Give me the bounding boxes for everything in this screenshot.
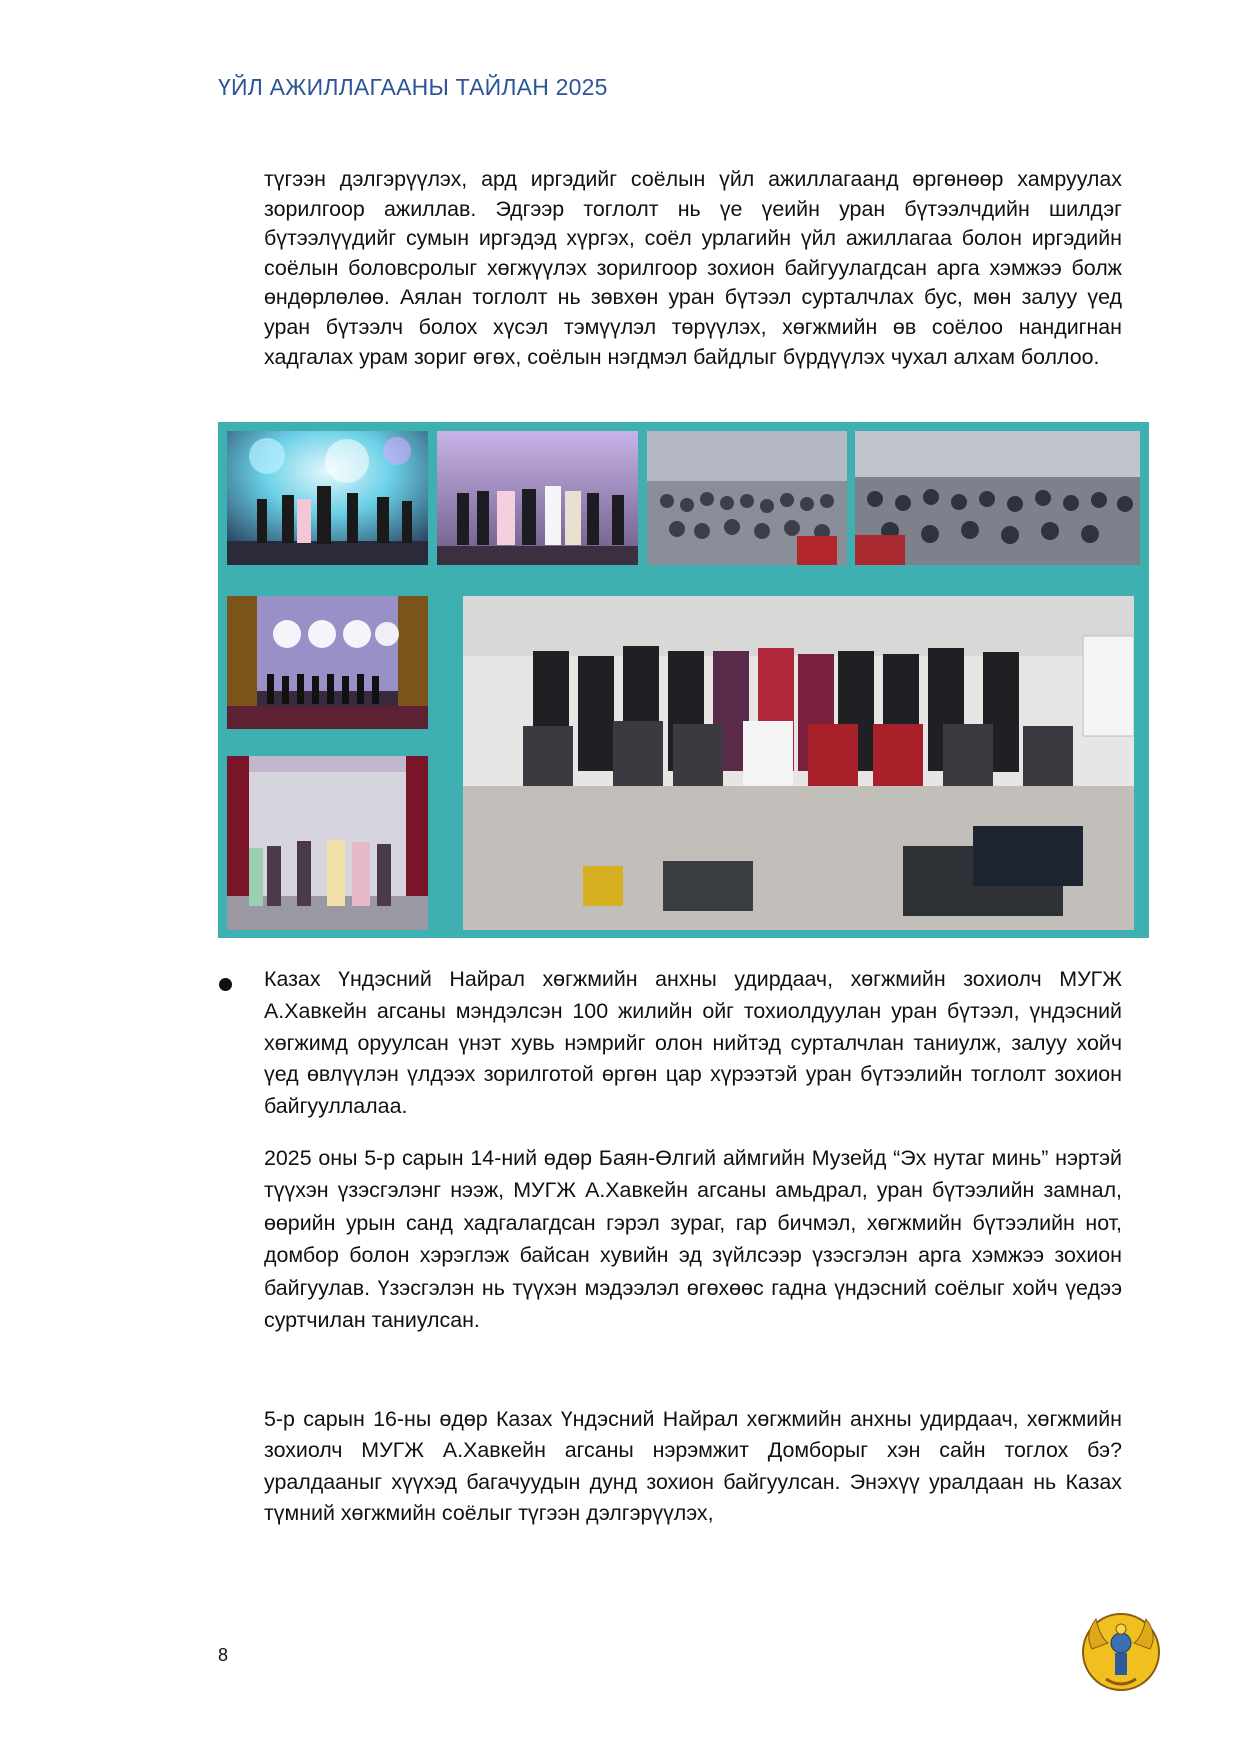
emblem-logo-icon bbox=[1078, 1609, 1164, 1695]
photo-collage bbox=[218, 422, 1149, 938]
page-header-title: ҮЙЛ АЖИЛЛАГААНЫ ТАЙЛАН 2025 bbox=[218, 74, 608, 100]
photo-stage-performers-2 bbox=[437, 431, 638, 565]
bullet-icon bbox=[219, 978, 232, 991]
page-number: 8 bbox=[218, 1645, 229, 1665]
photo-group-performers bbox=[463, 596, 1134, 930]
photo-hall-gathering bbox=[227, 756, 428, 930]
photo-stage-performers-1 bbox=[227, 431, 428, 565]
paragraph-dombra-competition: 5-р сарын 16-ны өдөр Казах Үндэсний Найрал хөгжмийн анхны удирдаач, хөгжмийн зохиолч МУГЖ А.Хавкейн агсаны нэрэмжит Домборыг хэн сайн тоглох бэ? уралдааныг хүүхэд багачуудын дунд зохион байгуулсан. Энэхүү уралдаан нь Казах түмний хөгжмийн соёлыг түгээн дэлгэрүүлэх, bbox=[264, 1407, 1122, 1526]
paragraph-anniversary-concert: Казах Үндэсний Найрал хөгжмийн анхны удирдаач, хөгжмийн зохиолч МУГЖ А.Хавкейн агсаны мэндэлсэн 100 жилийн ойг тохиолдуулан уран бүтээл, үндэсний хөгжимд оруулсан үнэт хувь нэмрийг олон нийтэд сурталчлан таниулж, залуу хойч үед өвлүүлэн үлдээх зорилготой өргөн цар хүрээтэй уран бүтээлийн тоглолт зохион байгууллалаа. bbox=[264, 967, 1122, 1119]
photo-audience-1 bbox=[647, 431, 847, 565]
photo-audience-2 bbox=[855, 431, 1140, 565]
photo-stage-light-panels bbox=[227, 596, 428, 729]
paragraph-museum-exhibition: 2025 оны 5-р сарын 14-ний өдөр Баян-Өлгий аймгийн Музейд “Эх нутаг минь” нэртэй түүхэн үзэсгэлэнг нээж, МУГЖ А.Хавкейн агсаны амьдрал, уран бүтээлийн замнал, өөрийн урын санд хадгалагдсан гэрэл зураг, гар бичмэл, хөгжмийн бүтээлийн нот, домбор болон хэрэглэж байсан хувийн эд зүйлсээр үзэсгэлэн арга хэмжээ зохион байгуулав. Үзэсгэлэн нь түүхэн мэдээлэл өгөхөөс гадна үндэсний соёлыг хойч үедээ суртчилан таниулсан. bbox=[264, 1146, 1122, 1333]
paragraph-tour-summary: түгээн дэлгэрүүлэх, ард иргэдийг соёлын үйл ажиллагаанд өргөнөөр хамруулах зорилгоор ажиллав. Эдгээр тоглолт нь үе үеийн уран бүтээлчдийн шилдэг бүтээлүүдийг сумын иргэдэд хүргэх, соёл урлагийн үйл ажиллагаа болон иргэдийн соёлын боловсролыг хөгжүүлэх зорилгоор зохион байгуулагдсан арга хэмжээ болж өндөрлөлөө. Аялан тоглолт нь зөвхөн уран бүтээл сурталчлах бус, мөн залуу үед уран бүтээлч болох хүсэл тэмүүлэл төрүүлэх, хөгжмийн өв соёлоо нандигнан хадгалах урам зориг өгөх, соёлын нэгдмэл байдлыг бүрдүүлэх чухал алхам боллоо. bbox=[264, 167, 1122, 369]
